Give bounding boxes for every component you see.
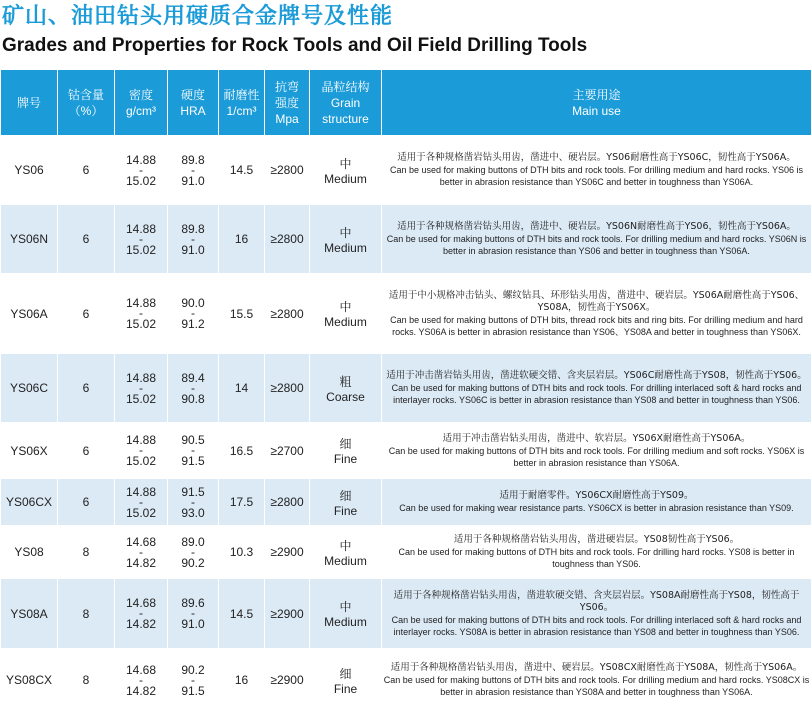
cobalt-cell: 6	[58, 274, 115, 354]
hardness-cell: 90.5 - 91.5	[168, 423, 219, 479]
grade-cell: YS06	[1, 136, 58, 205]
grain-cell: 中 Medium	[310, 579, 382, 649]
header-density: 密度 g/cm³	[115, 70, 168, 136]
density-cell: 14.68 - 14.82	[115, 649, 168, 712]
table-row	[1, 205, 811, 274]
strength-cell: ≥2800	[265, 354, 310, 423]
cobalt-cell: 8	[58, 579, 115, 649]
density-cell: 14.88 - 15.02	[115, 205, 168, 274]
grades-table	[0, 69, 811, 712]
table-header-row	[1, 70, 811, 136]
wear-cell: 15.5	[219, 274, 265, 354]
cobalt-cell: 6	[58, 354, 115, 423]
hardness-cell: 89.0 - 90.2	[168, 526, 219, 579]
header-bending-strength: 抗弯 强度 Mpa	[265, 70, 310, 136]
grade-cell: YS06CX	[1, 479, 58, 526]
header-cobalt: 钴含量 （%）	[58, 70, 115, 136]
grade-cell: YS08A	[1, 579, 58, 649]
main-use-cell: 适用于各种规格凿岩钻头用齿，凿进软硬交错、含夹层岩层。YS08A耐磨性高于YS08，韧性高于YS06。 Can be used for making buttons of DTH bits and rock tools. For drilling interlaced soft & hard rocks and interlayer rocks. YS08A is better in abrasion resistance than YS08 and better in toughness than YS06.	[382, 579, 811, 649]
grain-cell: 中 Medium	[310, 274, 382, 354]
table-row	[1, 274, 811, 354]
strength-cell: ≥2800	[265, 136, 310, 205]
strength-cell: ≥2800	[265, 274, 310, 354]
wear-cell: 16	[219, 205, 265, 274]
density-cell: 14.88 - 15.02	[115, 274, 168, 354]
main-use-cell: 适用于各种规格凿岩钻头用齿，凿进硬岩层。YS08韧性高于YS06。 Can be used for making buttons of DTH bits and rock tools. For drilling hard rocks. YS08 is better in toughness than YS06.	[382, 526, 811, 579]
wear-cell: 16.5	[219, 423, 265, 479]
grade-cell: YS08CX	[1, 649, 58, 712]
header-grain-structure: 晶粒结构 Grain structure	[310, 70, 382, 136]
hardness-cell: 89.8 - 91.0	[168, 205, 219, 274]
density-cell: 14.68 - 14.82	[115, 579, 168, 649]
table-row	[1, 479, 811, 526]
strength-cell: ≥2900	[265, 526, 310, 579]
strength-cell: ≥2900	[265, 579, 310, 649]
hardness-cell: 89.8 - 91.0	[168, 136, 219, 205]
table-row	[1, 354, 811, 423]
cobalt-cell: 6	[58, 136, 115, 205]
grain-cell: 中 Medium	[310, 205, 382, 274]
cobalt-cell: 8	[58, 526, 115, 579]
grain-cell: 细 Fine	[310, 479, 382, 526]
grain-cell: 中 Medium	[310, 526, 382, 579]
density-cell: 14.88 - 15.02	[115, 479, 168, 526]
wear-cell: 17.5	[219, 479, 265, 526]
hardness-cell: 90.2 - 91.5	[168, 649, 219, 712]
table-row	[1, 649, 811, 712]
table-row	[1, 579, 811, 649]
density-cell: 14.88 - 15.02	[115, 136, 168, 205]
hardness-cell: 90.0 - 91.2	[168, 274, 219, 354]
strength-cell: ≥2800	[265, 205, 310, 274]
wear-cell: 14.5	[219, 136, 265, 205]
grade-cell: YS06A	[1, 274, 58, 354]
grain-cell: 粗 Coarse	[310, 354, 382, 423]
density-cell: 14.88 - 15.02	[115, 423, 168, 479]
cobalt-cell: 8	[58, 649, 115, 712]
wear-cell: 14	[219, 354, 265, 423]
wear-cell: 10.3	[219, 526, 265, 579]
hardness-cell: 89.4 - 90.8	[168, 354, 219, 423]
table-row	[1, 136, 811, 205]
grain-cell: 细 Fine	[310, 649, 382, 712]
strength-cell: ≥2700	[265, 423, 310, 479]
wear-cell: 16	[219, 649, 265, 712]
grain-cell: 中 Medium	[310, 136, 382, 205]
density-cell: 14.68 - 14.82	[115, 526, 168, 579]
strength-cell: ≥2900	[265, 649, 310, 712]
main-use-cell: 适用于各种规格凿岩钻头用齿，凿进中、硬岩层。YS06N耐磨性高于YS06，韧性高于YS06A。 Can be used for making buttons of DTH bits and rock tools. For drilling medium and hard rocks. YS06N is better in abrasion resistance than YS06 and better in toughness than YS06A.	[382, 205, 811, 274]
cobalt-cell: 6	[58, 205, 115, 274]
main-use-cell: 适用于中小规格冲击钻头、螺纹钻具、环形钻头用齿，凿进中、硬岩层。YS06A耐磨性高于YS06、YS08A，韧性高于YS06X。 Can be used for making buttons of DTH bits, thread rock bits and ring bits. For drilling medium and hard rocks. YS06A is better in abrasion resistance than YS06、YS08A and better in toughness than YS06X.	[382, 274, 811, 354]
strength-cell: ≥2800	[265, 479, 310, 526]
page-title-cn: 矿山、油田钻头用硬质合金牌号及性能	[2, 4, 394, 29]
grain-cell: 细 Fine	[310, 423, 382, 479]
hardness-cell: 91.5 - 93.0	[168, 479, 219, 526]
cobalt-cell: 6	[58, 423, 115, 479]
cobalt-cell: 6	[58, 479, 115, 526]
table-row	[1, 423, 811, 479]
main-use-cell: 适用于各种规格凿岩钻头用齿，凿进中、硬岩层。YS08CX耐磨性高于YS08A，韧性高于YS06A。 Can be used for making buttons of DTH bits and rock tools. For drilling medium and hard rocks. YS08CX is better in abrasion resistance than YS08A and better in toughness than YS06A.	[382, 649, 811, 712]
grade-cell: YS06C	[1, 354, 58, 423]
header-wear-resistance: 耐磨性 1/cm³	[219, 70, 265, 136]
header-hardness: 硬度 HRA	[168, 70, 219, 136]
main-use-cell: 适用于各种规格凿岩钻头用齿，凿进中、硬岩层。YS06耐磨性高于YS06C，韧性高于YS06A。 Can be used for making buttons of DTH bits and rock tools. For drilling medium and hard rocks. YS06 is better in abrasion resistance than YS06C and better in toughness than YS06A.	[382, 136, 811, 205]
grade-cell: YS08	[1, 526, 58, 579]
density-cell: 14.88 - 15.02	[115, 354, 168, 423]
grade-cell: YS06N	[1, 205, 58, 274]
header-grade: 牌号	[1, 70, 58, 136]
page-title-en: Grades and Properties for Rock Tools and Oil Field Drilling Tools	[2, 35, 588, 56]
table-row	[1, 526, 811, 579]
grade-cell: YS06X	[1, 423, 58, 479]
hardness-cell: 89.6 - 91.0	[168, 579, 219, 649]
wear-cell: 14.5	[219, 579, 265, 649]
main-use-cell: 适用于冲击凿岩钻头用齿，凿进软硬交错、含夹层岩层。YS06C耐磨性高于YS08，韧性高于YS06。 Can be used for making buttons of DTH bits and rock tools. For drilling interlaced soft & hard rocks and interlayer rocks. YS06C is better in abrasion resistance than YS08 and better in toughness than YS06.	[382, 354, 811, 423]
header-main-use: 主要用途 Main use	[382, 70, 811, 136]
main-use-cell: 适用于冲击凿岩钻头用齿，凿进中、软岩层。YS06X耐磨性高于YS06A。 Can be used for making buttons of DTH bits and rock tools. For drilling medium and soft rocks. YS06X is better in abrasion resistance than YS06A.	[382, 423, 811, 479]
main-use-cell: 适用于耐磨零件。YS06CX耐磨性高于YS09。 Can be used for making wear resistance parts. YS06CX is better in abrasion resistance than YS09.	[382, 479, 811, 526]
